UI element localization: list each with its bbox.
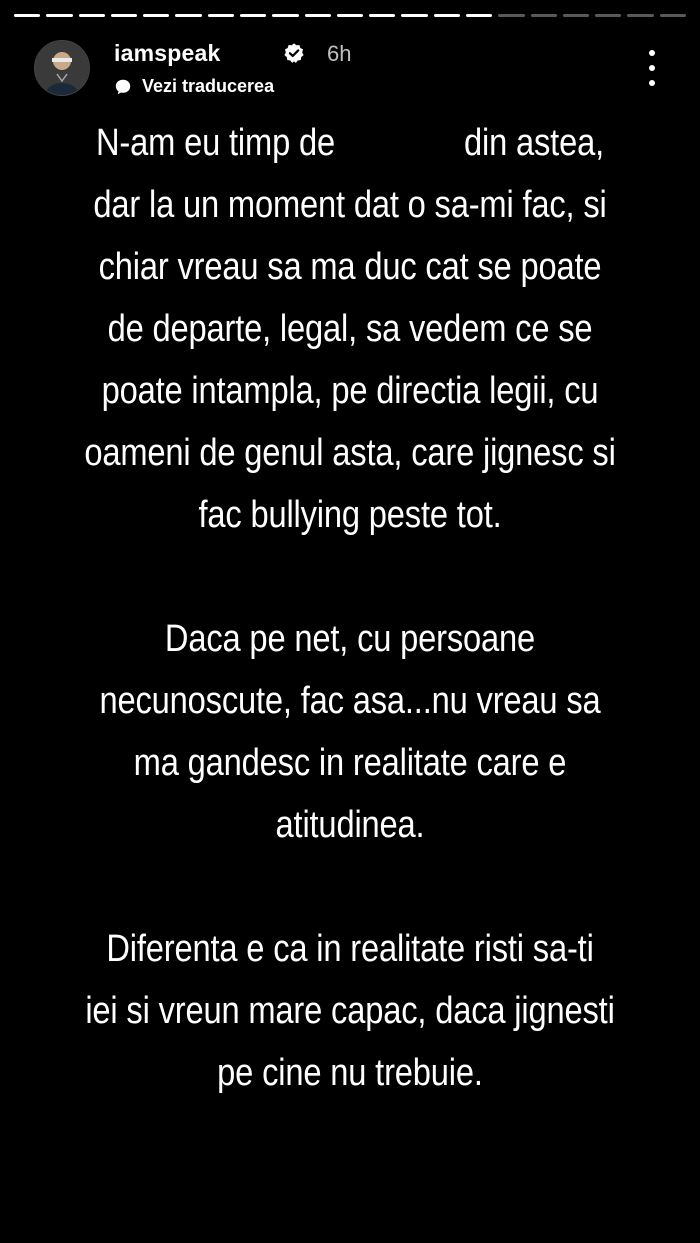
username[interactable]: iamspeak bbox=[114, 40, 221, 66]
story-line: chiar vreau sa ma duc cat se poate bbox=[98, 246, 602, 288]
story-line: dar la un moment dat o sa-mi fac, si bbox=[93, 184, 607, 226]
story-line: Diferenta e ca in realitate risti sa-ti bbox=[106, 928, 594, 970]
more-vertical-icon bbox=[649, 65, 655, 71]
progress-segment bbox=[143, 14, 169, 17]
story-line: necunoscute, fac asa...nu vreau sa bbox=[99, 680, 601, 722]
progress-segment bbox=[660, 14, 686, 17]
story-header bbox=[34, 38, 670, 102]
story-line: poate intampla, pe directia legii, cu bbox=[101, 370, 599, 412]
progress-segment bbox=[208, 14, 234, 17]
story-line: de departe, legal, sa vedem ce se bbox=[107, 308, 593, 350]
story-paragraph bbox=[75, 112, 625, 546]
speech-bubble-icon bbox=[114, 78, 132, 96]
progress-segment bbox=[272, 14, 298, 17]
more-options-button[interactable] bbox=[640, 50, 664, 86]
progress-segment bbox=[305, 14, 331, 17]
verified-badge-icon bbox=[283, 42, 305, 64]
story-progress-bar bbox=[14, 14, 686, 18]
more-vertical-icon bbox=[649, 80, 655, 86]
story-line: oameni de genul asta, care jignesc si bbox=[84, 432, 616, 474]
progress-segment bbox=[498, 14, 524, 17]
progress-segment bbox=[14, 14, 40, 17]
progress-segment bbox=[434, 14, 460, 17]
progress-segment bbox=[466, 14, 492, 17]
progress-segment bbox=[563, 14, 589, 17]
progress-segment bbox=[401, 14, 427, 17]
progress-segment bbox=[111, 14, 137, 17]
progress-segment bbox=[595, 14, 621, 17]
progress-segment bbox=[175, 14, 201, 17]
progress-segment bbox=[337, 14, 363, 17]
story-line: fac bullying peste tot. bbox=[198, 494, 502, 536]
see-translation-button[interactable] bbox=[114, 76, 274, 97]
progress-segment bbox=[531, 14, 557, 17]
more-vertical-icon bbox=[649, 50, 655, 56]
post-time: 6h bbox=[327, 41, 352, 66]
progress-segment bbox=[79, 14, 105, 17]
progress-segment bbox=[240, 14, 266, 17]
story-line: atitudinea. bbox=[275, 804, 425, 846]
story-line: pe cine nu trebuie. bbox=[217, 1052, 483, 1094]
story-text bbox=[75, 112, 625, 1104]
avatar-image-icon bbox=[35, 41, 89, 95]
story-line: N-am eu timp de din astea, bbox=[96, 122, 604, 164]
story-line: iei si vreun mare capac, daca jignesti bbox=[85, 990, 615, 1032]
story-paragraph bbox=[75, 918, 625, 1104]
progress-segment bbox=[46, 14, 72, 17]
story-line: Daca pe net, cu persoane bbox=[164, 618, 536, 660]
profile-avatar[interactable] bbox=[34, 40, 90, 96]
story-paragraph bbox=[75, 608, 625, 856]
progress-segment bbox=[627, 14, 653, 17]
see-translation-label: Vezi traducerea bbox=[142, 76, 275, 96]
progress-segment bbox=[369, 14, 395, 17]
story-line: ma gandesc in realitate care e bbox=[133, 742, 567, 784]
